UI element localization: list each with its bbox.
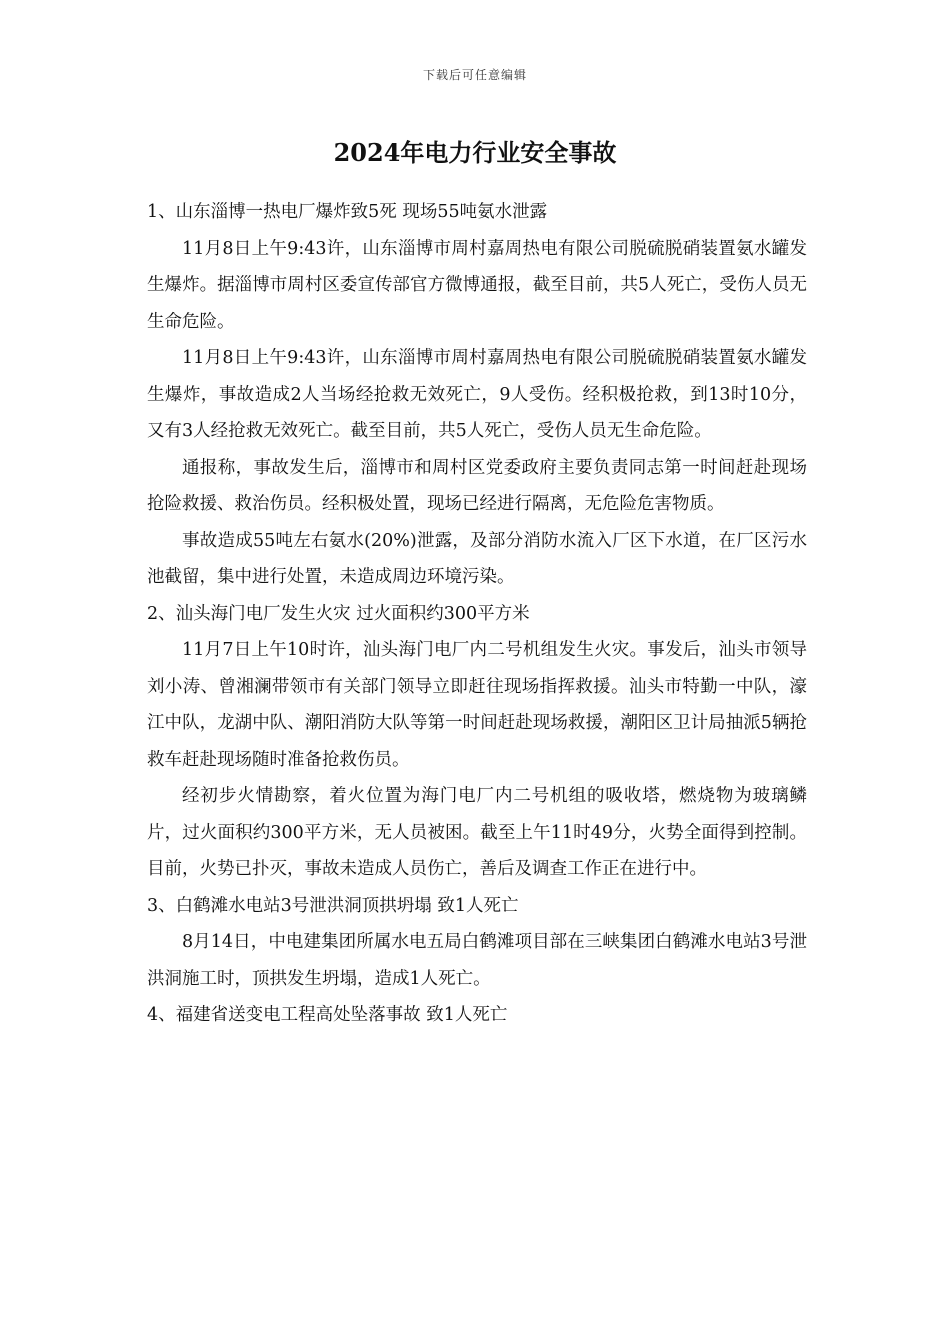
paragraph: 通报称，事故发生后，淄博市和周村区党委政府主要负责同志第一时间赶赴现场抢险救援、救治伤员。经积极处置，现场已经进行隔离，无危险危害物质。 bbox=[147, 457, 807, 514]
paragraph: 11月8日上午9:43许，山东淄博市周村嘉周热电有限公司脱硫脱硝装置氨水罐发生爆炸，事故造成2人当场经抢救无效死亡，9人受伤。经积极抢救，到13时10分，又有3人经抢救无效死亡。截至目前，共5人死亡，受伤人员无生命危险。 bbox=[147, 348, 807, 441]
paragraph: 11月7日上午10时许，汕头海门电厂内二号机组发生火灾。事发后，汕头市领导刘小涛、曾湘澜带领市有关部门领导立即赶往现场指挥救援。汕头市特勤一中队，濠江中队，龙湖中队、潮阳消防大队等第一时间赶赴现场救援，潮阳区卫计局抽派5辆抢救车赶赴现场随时准备抢救伤员。 bbox=[147, 640, 807, 770]
section-heading-1: 1、山东淄博一热电厂爆炸致5死 现场55吨氨水泄露 bbox=[147, 202, 548, 222]
section-heading-3: 3、白鹤滩水电站3号泄洪洞顶拱坍塌 致1人死亡 bbox=[147, 895, 519, 916]
section-heading-4: 4、福建省送变电工程高处坠落事故 致1人死亡 bbox=[147, 1005, 508, 1025]
document-title: 2024年电力行业安全事故 bbox=[333, 138, 617, 167]
paragraph: 事故造成55吨左右氨水(20%)泄露，及部分消防水流入厂区下水道，在厂区污水池截留，集中进行处置，未造成周边环境污染。 bbox=[147, 530, 807, 587]
section-heading-2: 2、汕头海门电厂发生火灾 过火面积约300平方米 bbox=[147, 603, 530, 624]
paragraph: 经初步火情勘察，着火位置为海门电厂内二号机组的吸收塔，燃烧物为玻璃鳞片，过火面积约300平方米，无人员被困。截至上午11时49分，火势全面得到控制。目前，火势已扑灭，事故未造成人员伤亡，善后及调查工作正在进行中。 bbox=[147, 786, 807, 879]
document-body bbox=[147, 194, 807, 1034]
paragraph: 8月14日，中电建集团所属水电五局白鹤滩项目部在三峡集团白鹤滩水电站3号泄洪洞施工时，顶拱发生坍塌，造成1人死亡。 bbox=[147, 932, 807, 989]
header-note: 下载后可任意编辑 bbox=[422, 68, 527, 82]
paragraph: 11月8日上午9:43许，山东淄博市周村嘉周热电有限公司脱硫脱硝装置氨水罐发生爆炸。据淄博市周村区委宣传部官方微博通报，截至目前，共5人死亡，受伤人员无生命危险。 bbox=[147, 238, 807, 332]
